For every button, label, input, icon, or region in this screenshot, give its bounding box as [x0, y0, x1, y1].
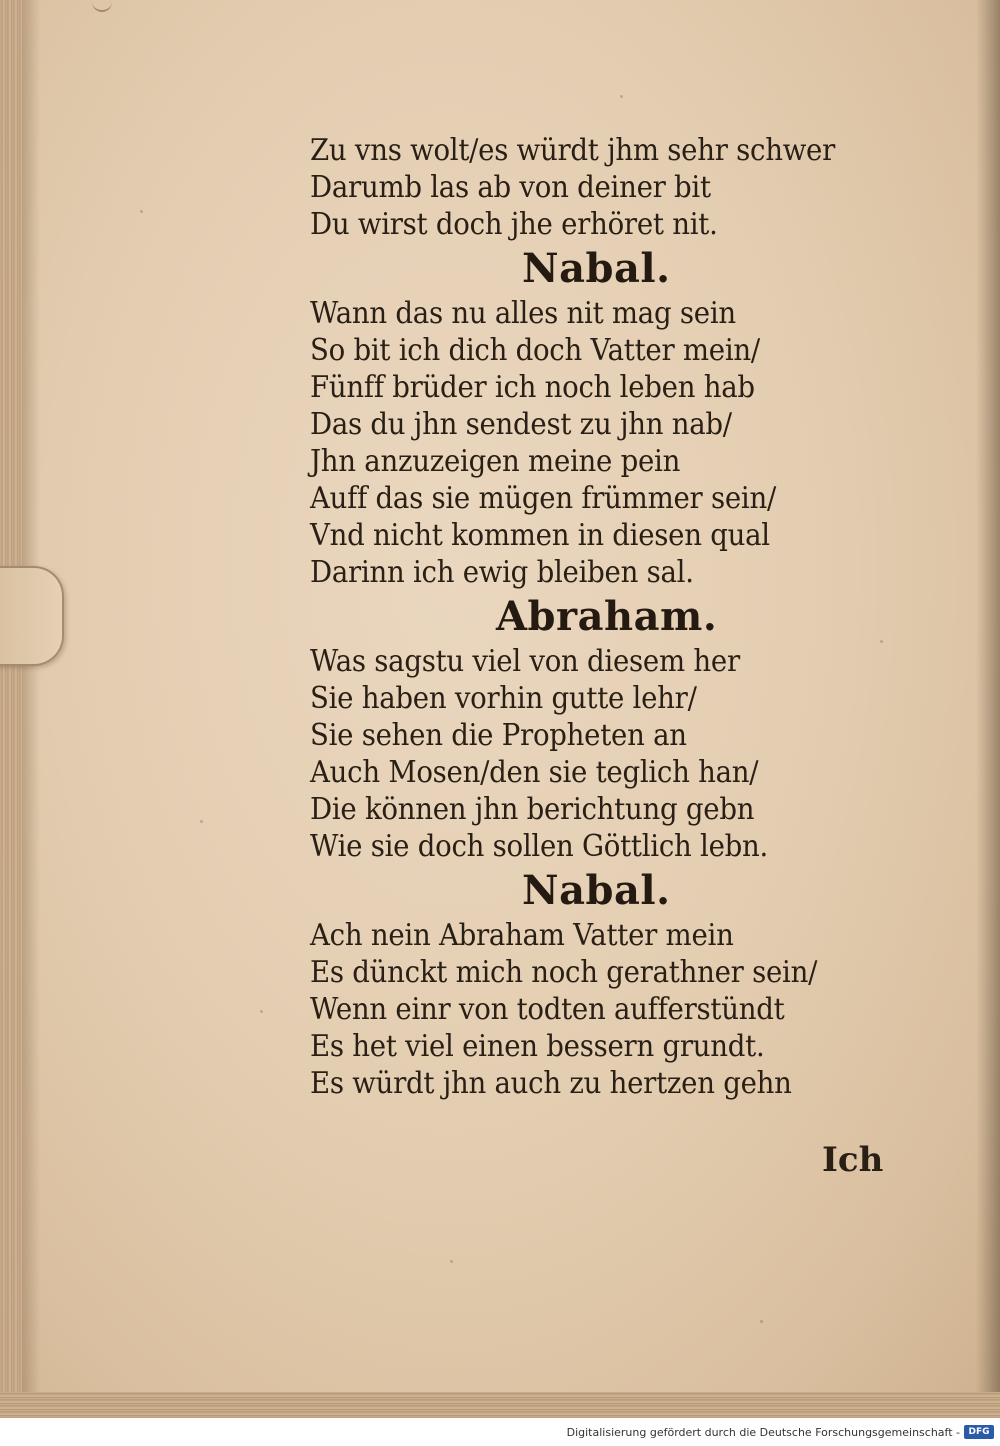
verse-line: Wenn einr von todten aufferstündt — [310, 992, 785, 1027]
catchword: Ich — [822, 1140, 884, 1180]
verse-line: Ach nein Abraham Vatter mein — [310, 918, 734, 953]
verse-line: Jhn anzuzeigen meine pein — [310, 444, 681, 479]
paper-speck — [450, 1260, 453, 1263]
verse-line: Fünff brüder ich noch leben hab — [310, 370, 755, 405]
verse-line: Sie sehen die Propheten an — [310, 718, 687, 753]
paper-speck — [760, 1320, 763, 1323]
paper-speck — [620, 95, 623, 98]
page-clip-tab — [0, 566, 64, 666]
verse-line: Es dünckt mich noch gerathner sein/ — [310, 955, 818, 990]
verse-text-block — [310, 132, 910, 1102]
verse-line: Es het viel einen bessern grundt. — [310, 1029, 765, 1064]
bottom-page-edges — [0, 1392, 1000, 1418]
verse-line: Zu vns wolt/es würdt jhm sehr schwer — [310, 133, 836, 168]
verse-line: Darinn ich ewig bleiben sal. — [310, 555, 694, 590]
paper-speck — [140, 210, 143, 213]
dfg-logo: DFG — [964, 1425, 994, 1439]
gutter-shadow — [976, 0, 1000, 1418]
corner-mark — [92, 0, 112, 12]
digitization-footer — [0, 1418, 1000, 1446]
verse-line: Darumb las ab von deiner bit — [310, 170, 711, 205]
speaker-heading-nabal: Nabal. — [522, 245, 671, 292]
verse-line: Wann das nu alles nit mag sein — [310, 296, 736, 331]
verse-line: Auff das sie mügen frümmer sein/ — [310, 481, 776, 516]
verse-line: Vnd nicht kommen in diesen qual — [310, 518, 770, 553]
speaker-heading-abraham: Abraham. — [496, 593, 718, 640]
verse-line: Wie sie doch sollen Göttlich lebn. — [310, 829, 769, 864]
verse-line: Es würdt jhn auch zu hertzen gehn — [310, 1066, 792, 1101]
verse-line: Das du jhn sendest zu jhn nab/ — [310, 407, 732, 442]
verse-line: Auch Mosen/den sie teglich han/ — [310, 755, 759, 790]
paper-speck — [200, 820, 203, 823]
verse-line: Du wirst doch jhe erhöret nit. — [310, 207, 718, 242]
book-fore-edge — [0, 0, 22, 1418]
verse-line: Die können jhn berichtung gebn — [310, 792, 755, 827]
footer-credit-text: Digitalisierung gefördert durch die Deutsche Forschungsgemeinschaft - — [566, 1426, 960, 1439]
verse-line: Was sagstu viel von diesem her — [310, 644, 740, 679]
verse-line: Sie haben vorhin gutte lehr/ — [310, 681, 697, 716]
verse-line: So bit ich dich doch Vatter mein/ — [310, 333, 760, 368]
fore-edge-shadow — [22, 0, 40, 1418]
speaker-heading-nabal: Nabal. — [522, 867, 671, 914]
paper-speck — [260, 1010, 263, 1013]
